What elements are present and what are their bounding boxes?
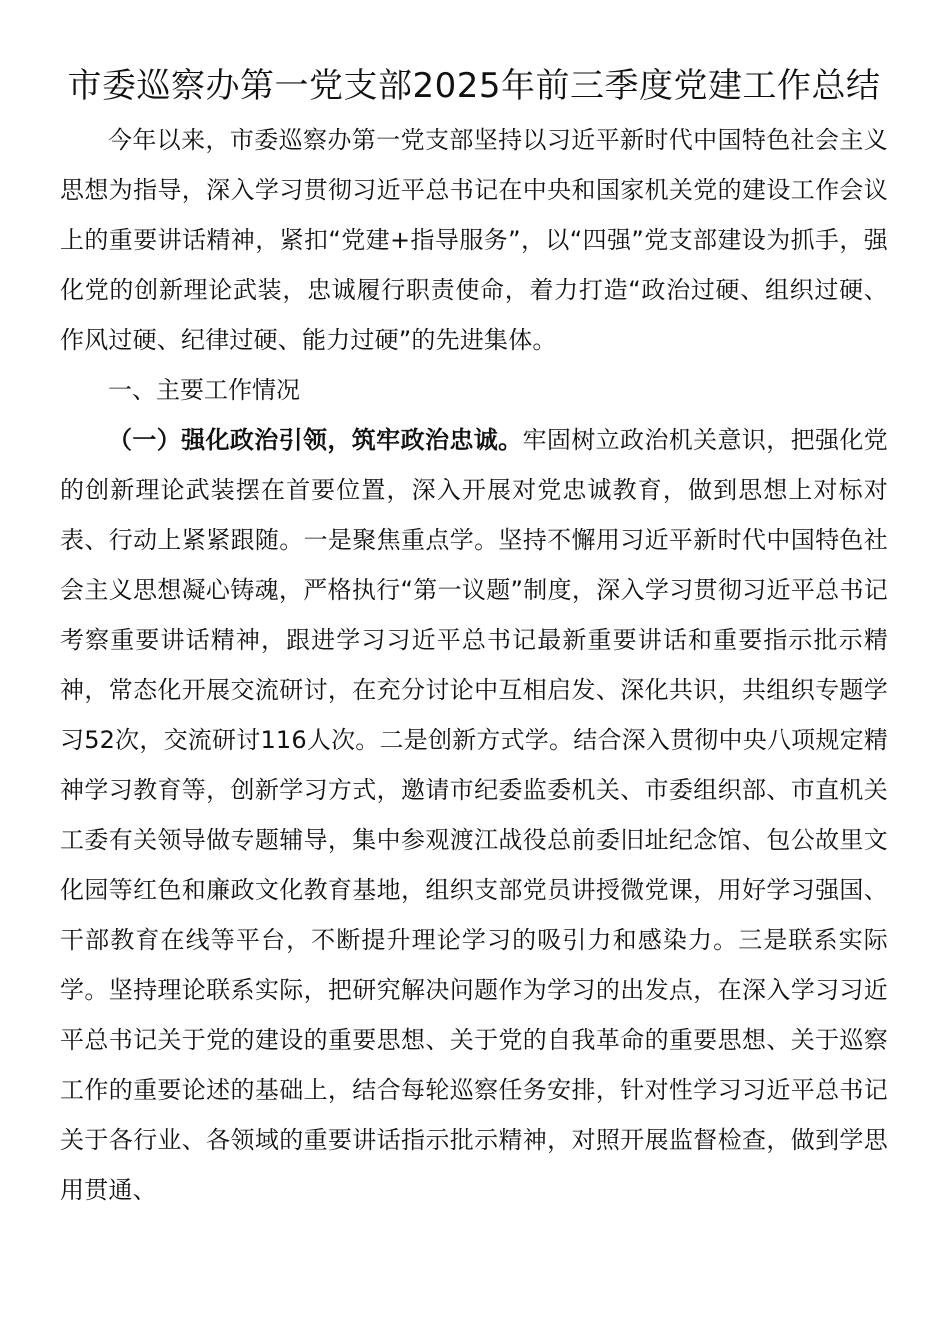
document-title: 市委巡察办第一党支部2025年前三季度党建工作总结 (67, 66, 881, 106)
intro-paragraph: 今年以来，市委巡察办第一党支部坚持以习近平新时代中国特色社会主义思想为指导，深入学习贯彻习近平总书记在中央和国家机关党的建设工作会议上的重要讲话精神，紧扣“党建+指导服务”，以“四强”党支部建设为抓手，强化党的创新理论武装，忠诚履行职责使命，着力打造“政治过硬、组织过硬、作风过硬、纪律过硬、能力过硬”的先进集体。 (60, 126, 888, 354)
subsection-body: 牢固树立政治机关意识，把强化党的创新理论武装摆在首要位置，深入开展对党忠诚教育，做到思想上对标对表、行动上紧紧跟随。一是聚焦重点学。坚持不懈用习近平新时代中国特色社会主义思想凝心铸魂，严格执行“第一议题”制度，深入学习贯彻习近平总书记考察重要讲话精神，跟进学习习近平总书记最新重要讲话和重要指示批示精神，常态化开展交流研讨，在充分讨论中互相启发、深化共识，共组织专题学习52次，交流研讨116人次。二是创新方式学。结合深入贯彻中央八项规定精神学习教育等，创新学习方式，邀请市纪委监委机关、市委组织部、市直机关工委有关领导做专题辅导，集中参观渡江战役总前委旧址纪念馆、包公故里文化园等红色和廉政文化教育基地，组织支部党员讲授微党课，用好学习强国、干部教育在线等平台，不断提升理论学习的吸引力和感染力。三是联系实际学。坚持理论联系实际，把研究解决问题作为学习的出发点，在深入学习习近平总书记关于党的建设的重要思想、关于党的自我革命的重要思想、关于巡察工作的重要论述的基础上，结合每轮巡察任务安排，针对性学习习近平总书记关于各行业、各领域的重要讲话指示批示精神，对照开展监督检查，做到学思用贯通、 (60, 426, 888, 1204)
section-heading: 一、主要工作情况 (108, 376, 300, 404)
subsection-lead: （一）强化政治引领，筑牢政治忠诚。 (108, 426, 523, 454)
subsection-paragraph (60, 415, 888, 1215)
